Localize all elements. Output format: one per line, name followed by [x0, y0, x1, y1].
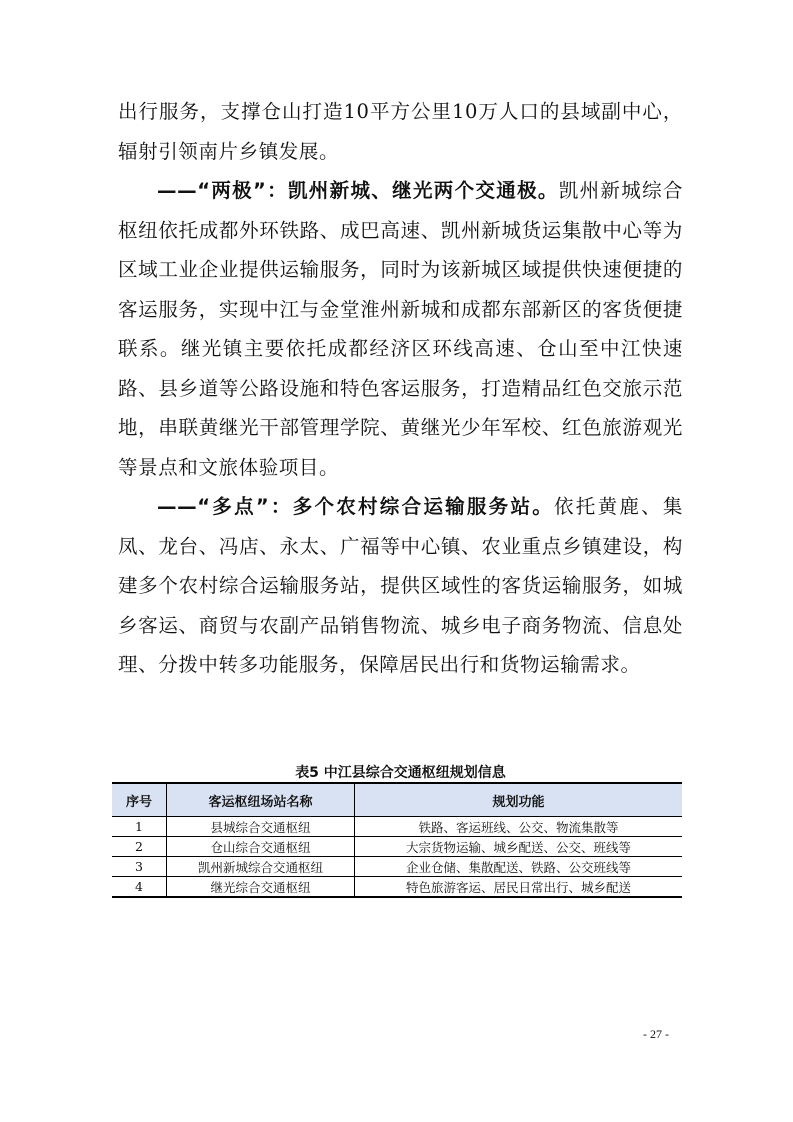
cell-function: 特色旅游客运、居民日常出行、城乡配送 — [355, 877, 683, 898]
cell-station-name: 继光综合交通枢纽 — [167, 877, 355, 898]
paragraph-3-text: 依托黄鹿、集凤、龙台、冯店、永太、广福等中心镇、农业重点乡镇建设，构建多个农村综合运输服务站，提供区域性的客货运输服务，如城乡客运、商贸与农副产品销售物流、城乡电子商务物流、信息处理、分拨中转多功能服务，保障居民出行和货物运输需求。 — [118, 495, 683, 676]
paragraph-3 — [118, 487, 683, 685]
table-row — [112, 857, 682, 877]
cell-index: 3 — [112, 857, 167, 877]
table-header-row — [112, 783, 682, 817]
table-row — [112, 837, 682, 857]
cell-index: 4 — [112, 877, 167, 898]
cell-function: 企业仓储、集散配送、铁路、公交班线等 — [355, 857, 683, 877]
table-caption: 表5 中江县综合交通枢纽规划信息 — [295, 765, 506, 781]
hub-planning-table — [112, 782, 682, 898]
paragraph-3-heading: ——“多点”：多个农村综合运输服务站。 — [157, 495, 555, 518]
header-function: 规划功能 — [355, 783, 683, 817]
header-index: 序号 — [112, 783, 167, 817]
body-text — [118, 92, 683, 685]
paragraph-1: 出行服务，支撑仓山打造10平方公里10万人口的县域副中心，辐射引领南片乡镇发展。 — [118, 100, 683, 163]
table-row — [112, 877, 682, 898]
cell-station-name: 仓山综合交通枢纽 — [167, 837, 355, 857]
cell-station-name: 县城综合交通枢纽 — [167, 817, 355, 837]
paragraph-2 — [118, 171, 683, 487]
header-station-name: 客运枢纽场站名称 — [167, 783, 355, 817]
cell-index: 1 — [112, 817, 167, 837]
table-row — [112, 817, 682, 837]
cell-station-name: 凯州新城综合交通枢纽 — [167, 857, 355, 877]
page-number: - 27 - — [643, 1027, 669, 1041]
cell-function: 大宗货物运输、城乡配送、公交、班线等 — [355, 837, 683, 857]
cell-function: 铁路、客运班线、公交、物流集散等 — [355, 817, 683, 837]
paragraph-2-heading: ——“两极”：凯州新城、继光两个交通极。 — [157, 179, 559, 202]
cell-index: 2 — [112, 837, 167, 857]
paragraph-2-text: 凯州新城综合枢纽依托成都外环铁路、成巴高速、凯州新城货运集散中心等为区域工业企业提供运输服务，同时为该新城区域提供快速便捷的客运服务，实现中江与金堂淮州新城和成都东部新区的客货便捷联系。继光镇主要依托成都经济区环线高速、仓山至中江快速路、县乡道等公路设施和特色客运服务，打造精品红色交旅示范地，串联黄继光干部管理学院、黄继光少年军校、红色旅游观光等景点和文旅体验项目。 — [118, 179, 683, 479]
